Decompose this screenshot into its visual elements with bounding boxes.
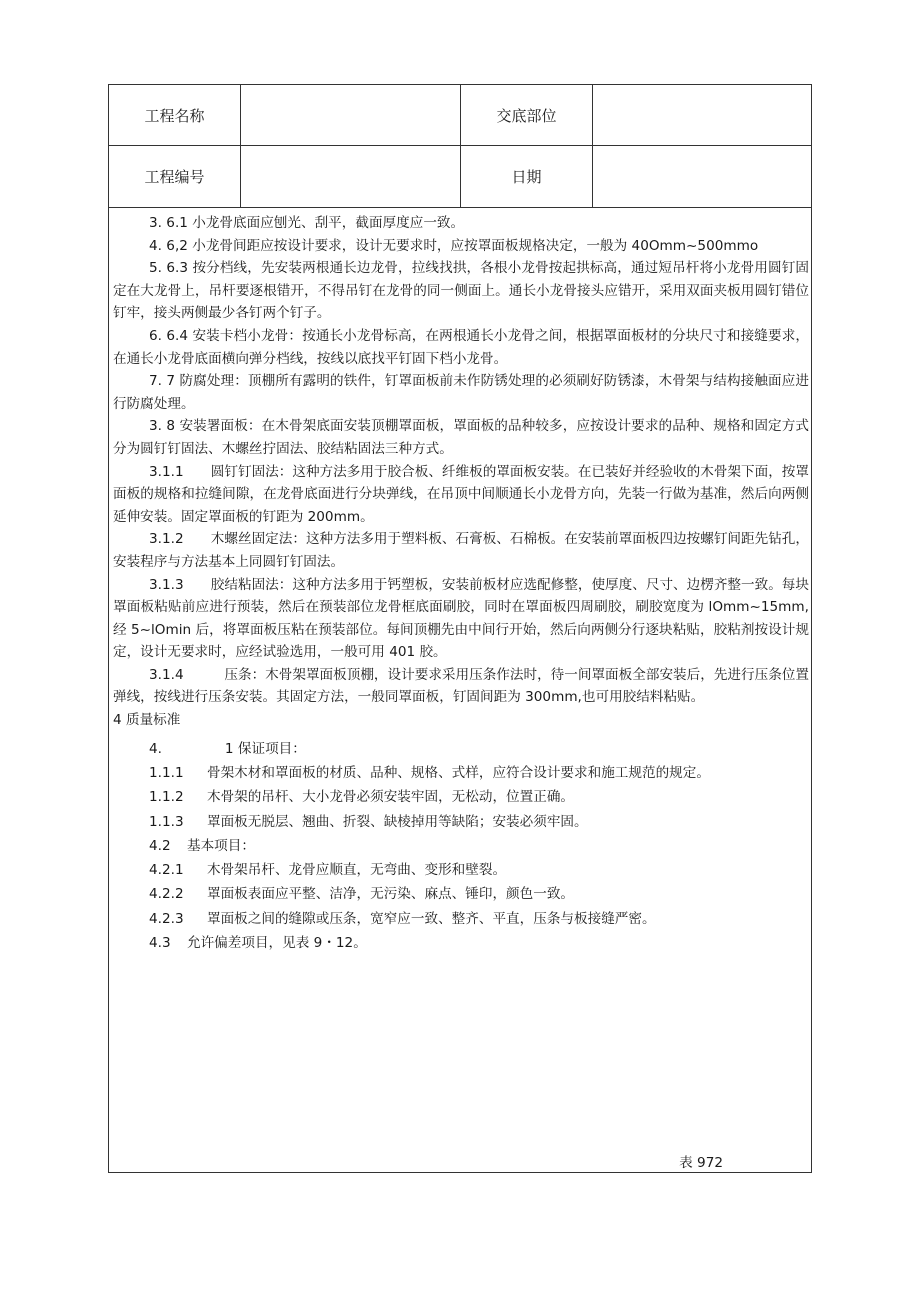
paragraph-3-1-4: 3.1.4 压条：木骨架罩面板顶棚，设计要求采用压条作法时，待一间罩面板全部安装后，先进行压条位置弹线，按线进行压条安装。其固定方法，一般同罩面板，钉固间距为 300mm,也可用胶结料粘贴。 [113, 666, 809, 706]
list-item: 1.1.3 罩面板无脱层、翘曲、折裂、缺棱掉用等缺陷；安装必须牢固。 [149, 813, 588, 830]
handover-part-label: 交底部位 [461, 85, 593, 145]
header-row-2 [109, 146, 811, 208]
paragraph-3-1-2: 3.1.2 木螺丝固定法：这种方法多用于塑料板、石膏板、石棉板。在安装前罩面板四边按螺钉间距先钻孔，安装程序与方法基本上同圆钉钉固法。 [113, 531, 809, 570]
section-quality-standard: 4 质量标准 [113, 712, 181, 729]
date-label: 日期 [461, 146, 593, 207]
document-frame [108, 84, 812, 1173]
list-item: 4.2.3 罩面板之间的缝隙或压条，宽窄应一致、整齐、平直，压条与板接缝严密。 [149, 910, 656, 927]
paragraph-install-panel: 3. 8 安装署面板：在木骨架底面安装顶棚罩面板，罩面板的品种较多，应按设计要求的品种、规格和固定方式分为圆钉钉固法、木螺丝拧固法、胶结粘固法三种方式。 [113, 418, 809, 457]
project-no-label: 工程编号 [109, 146, 241, 207]
list-item: 4.3 允许偏差项目，见表 9・12。 [149, 935, 367, 952]
paragraph-3-6-1: 3. 6.1 小龙骨底面应刨光、刮平，截面厚度应一致。 [149, 215, 465, 231]
list-item: 4.2 基本项目： [149, 837, 255, 854]
table-reference: 表 972 [679, 1155, 723, 1171]
list-item: 1.1.2 木骨架的吊杆、大小龙骨必须安装牢固，无松动，位置正确。 [149, 789, 575, 806]
handover-part-value [593, 85, 811, 145]
project-name-value [241, 85, 461, 145]
paragraph-6-4: 6. 6.4 安装卡档小龙骨：按通长小龙骨标高，在两根通长小龙骨之间，根据罩面板材的分块尺寸和接缝要求，在通长小龙骨底面横向弹分档线，按线以底找平钉固下档小龙骨。 [113, 327, 809, 367]
project-no-value [241, 146, 461, 207]
header-row-1 [109, 85, 811, 146]
date-value [593, 146, 811, 207]
document-body [109, 208, 813, 955]
paragraph-anticorrosion: 7. 7 防腐处理：顶棚所有露明的铁件，钉罩面板前未作防锈处理的必须刷好防锈漆，木骨架与结构接触面应进行防腐处理。 [113, 373, 809, 412]
paragraph-6-2: 4. 6,2 小龙骨间距应按设计要求，设计无要求时，应按罩面板规格决定，一般为 40Omm~500mmo [149, 237, 759, 254]
list-item: 4.2.2 罩面板表面应平整、洁净，无污染、麻点、锤印，颜色一致。 [149, 886, 575, 903]
paragraph-3-1-1: 3.1.1 圆钉钉固法：这种方法多用于胶合板、纤维板的罩面板安装。在已装好并经验收的木骨架下面，按罩面板的规格和拉缝间隙，在龙骨底面进行分块弹线，在吊顶中间顺通长小龙骨方向，先装一行做为基准，然后向两侧延伸安装。固定罩面板的钉距为 200mm。 [113, 463, 809, 525]
paragraph-6-3: 5. 6.3 按分档线，先安装两根通长边龙骨，拉线找拱，各根小龙骨按起拱标高，通过短吊杆将小龙骨用圆钉固定在大龙骨上，吊杆要逐根错开，不得吊钉在龙骨的同一侧面上。通长小龙骨接头应错开，采用双面夹板用圆钉错位钉牢，接头两侧最少各钉两个钉子。 [113, 260, 809, 322]
quality-items-list [113, 737, 809, 956]
list-item: 4. 1 保证项目： [149, 740, 306, 757]
project-name-label: 工程名称 [109, 85, 241, 145]
list-item: 1.1.1 骨架木材和罩面板的材质、品种、规格、式样，应符合设计要求和施工规范的规定。 [149, 764, 710, 781]
list-item: 4.2.1 木骨架吊杆、龙骨应顺直，无弯曲、变形和壁裂。 [149, 862, 507, 879]
paragraph-3-1-3: 3.1.3 胶结粘固法：这种方法多用于钙塑板，安装前板材应选配修整，使厚度、尺寸、边楞齐整一致。每块罩面板粘贴前应进行预装，然后在预装部位龙骨框底面刷胶，同时在罩面板四周刷胶，刷胶宽度为 lOmm~15mm,经 5~lOmin 后，将罩面板压粘在预装部位。每间顶棚先由中间行开始，然后向两侧分行逐块粘贴，胶粘剂按设计规定，设计无要求时，应经试验选用，一般可用 401 胶。 [113, 576, 809, 661]
